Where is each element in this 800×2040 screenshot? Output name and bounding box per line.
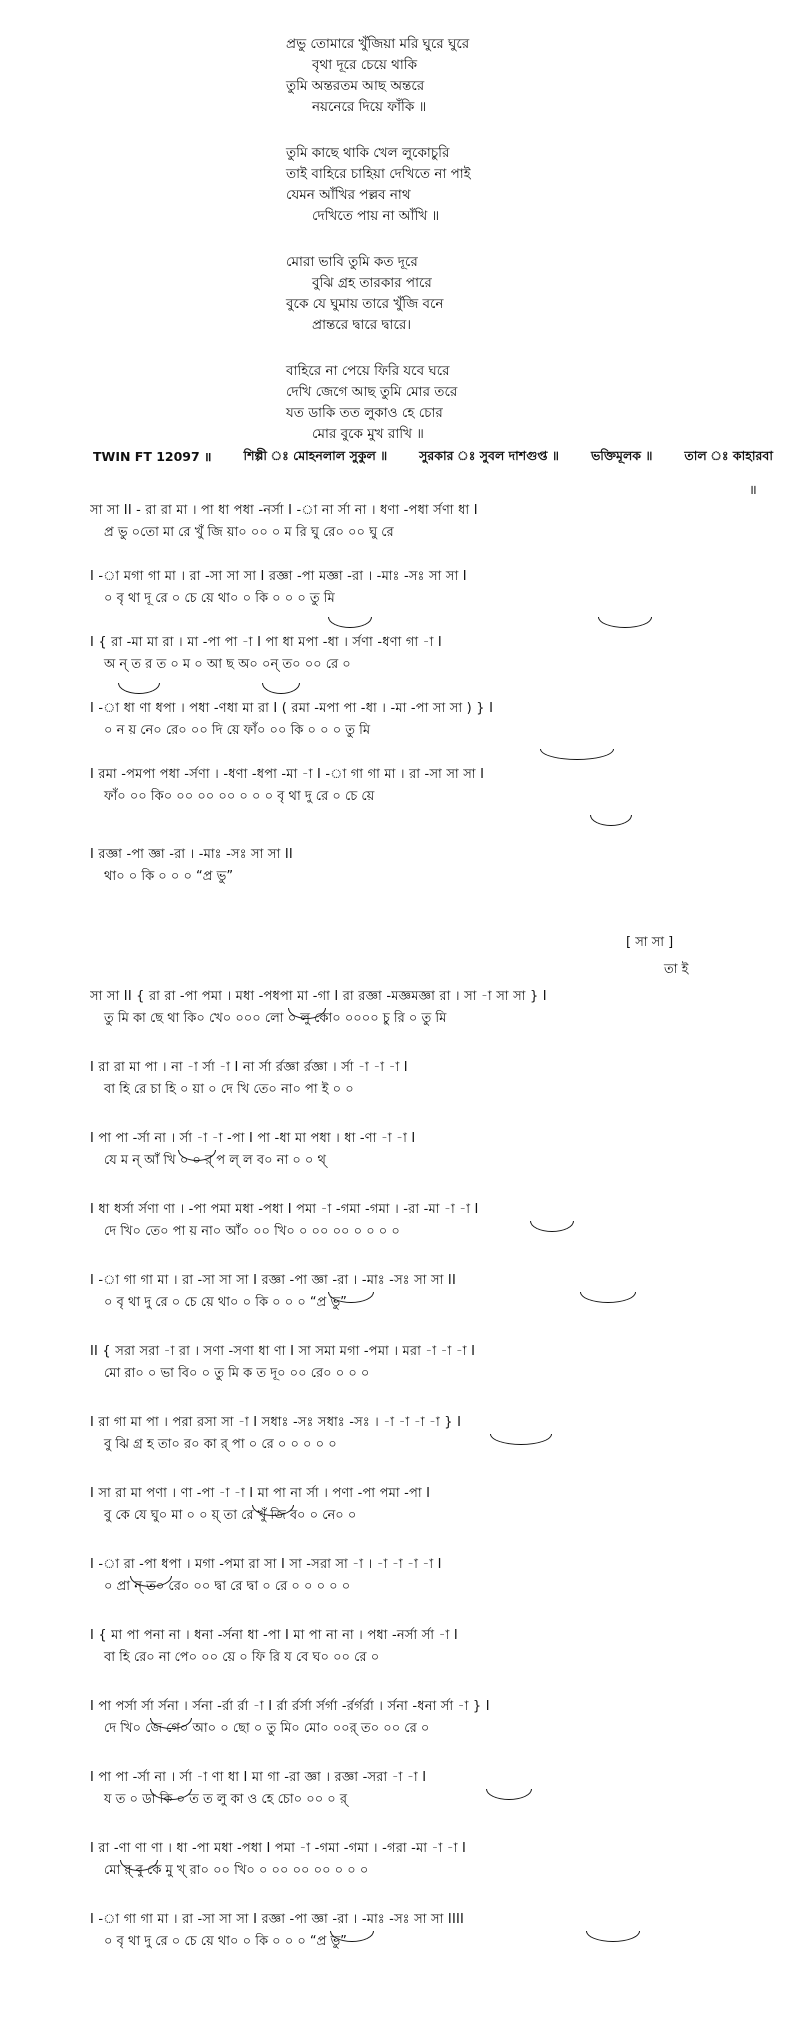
notation-line [90, 1696, 772, 1767]
notation-line [90, 1128, 772, 1199]
syllable-row: মো র্ বু কে মু খ্ রা০ ০০ খি০ ০ ০০ ০০ ০০ ০ ০ ০ [104, 1863, 369, 1878]
notation-line [90, 1199, 772, 1270]
swara-row: I রমা -পমপা পধা -র্সণা । -ধণা -ধপা -মা -া I -া গা গা মা । রা -সা সা সা I [90, 767, 485, 782]
syllable-row: অ ন্ ত র ত ০ ম ০ আ ছ অ০ ০ন্ ত০ ০০ রে ০ [104, 657, 351, 672]
notation-line [90, 844, 772, 910]
notation-line [90, 986, 772, 1057]
record-number: TWIN FT 12097 ॥ [93, 449, 212, 464]
composer-credit: সুরকার ঃ সুবল দাশগুপ্ত ॥ [419, 448, 559, 463]
syllable-row: দে খি০ তে০ পা য় না০ আঁ০ ০০ খি০ ০ ০০ ০০ ০ ০ ০ ০ [104, 1224, 400, 1239]
lyric-line: তুমি কাছে থাকি খেল লুকোচুরি [286, 145, 450, 161]
syllable-row: তু মি কা ছে থা কি০ খে০ ০০০ লো ০ লু কো০ ০০০০ চু রি ০ তু মি [104, 1011, 447, 1026]
song-lyrics [286, 34, 746, 470]
syllable-row: বু কে যে ঘু০ মা ০ ০ য়্ তা রে খুঁ জি ব০ ০ নে০ ০ [104, 1508, 357, 1523]
swara-row: II { সরা সরা -া রা । সণা -সণা ধা ণা I সা সমা মগা -পমা । মরা -া -া -া I [90, 1344, 476, 1359]
swara-row: I রা গা মা পা । পরা রসা সা -া I সধাঃ -সঃ সধাঃ -সঃ । -া -া -া -া } I [90, 1415, 462, 1430]
lyric-line: বুকে যে ঘুমায় তারে খুঁজি বনে [286, 296, 444, 312]
notation-block-2 [90, 986, 772, 1980]
swara-row: I { রা -মা মা রা । মা -পা পা -া I পা ধা মপা -ধা । র্সণা -ধণা গা -া I [90, 635, 442, 650]
song-header [93, 448, 773, 468]
syllable-row: প্র ভু ০তো মা রে খুঁ জি য়া০ ০০ ০ ম রি ঘু রে০ ০০ ঘু রে [104, 525, 394, 540]
syllable-row: মো রা০ ০ ভা বি০ ০ তু মি ক ত দূ০ ০০ রে০ ০ ০ ০ [104, 1366, 370, 1381]
lyric-line: দেখিতে পায় না আঁখি ॥ [312, 208, 440, 224]
syllable-row: ০ ন য় নে০ রে০ ০০ দি য়ে ফাঁ০ ০০ কি ০ ০ ০ তু মি [104, 723, 371, 738]
header-end-mark: ॥ [749, 483, 757, 498]
swara-row: I -া মগা গা মা । রা -সা সা সা I রজ্ঞা -পা মজ্ঞা -রা । -মাঃ -সঃ সা সা I [90, 569, 467, 584]
swara-row: I পা পা -র্সা না । র্সা -া ণা ধা I মা গা -রা জ্ঞা । রজ্ঞা -সরা -া -া I [90, 1770, 427, 1785]
stanza-4 [286, 361, 746, 445]
lyric-line: যত ডাকি তত লুকাও হে চোর [286, 405, 443, 421]
antara-start-lyrics: তা ই [664, 962, 689, 977]
syllable-row: ০ বৃ থা দু রে ০ চে য়ে থা০ ০ কি ০ ০ ০ “প্র ভু” [104, 1934, 347, 1949]
swara-row: I { মা পা পনা না । ধনা -র্সনা ধা -পা I মা পা না না । পধা -নর্সা র্সা -া I [90, 1628, 458, 1643]
syllable-row: বা হি রে০ না পে০ ০০ য়ে ০ ফি রি য বে ঘ০ ০০ রে ০ [104, 1650, 380, 1665]
notation-line [90, 1412, 772, 1483]
notation-line [90, 1554, 772, 1625]
lyric-line: দেখি জেগে আছ তুমি মোর তরে [286, 384, 458, 400]
stanza-2 [286, 143, 746, 227]
syllable-row: ফাঁ০ ০০ কি০ ০০ ০০ ০০ ০ ০ ০ বৃ থা দু রে ০ চে য়ে [104, 789, 375, 804]
swara-row: I -া রা -পা ধপা । মগা -পমা রা সা I সা -সরা সা -া । -া -া -া -া I [90, 1557, 442, 1572]
syllable-row: ০ প্রা ন্ ত০ রে০ ০০ দ্বা রে দ্বা ০ রে ০ ০ ০ ০ ০ [104, 1579, 351, 1594]
singer-credit: শিল্পী ঃ মোহনলাল সুকুল ॥ [243, 448, 388, 463]
swara-row: I -া ধা ণা ধপা । পধা -ণধা মা রা I ( রমা -মপা পা -ধা । -মা -পা সা সা ) } I [90, 701, 494, 716]
swara-row: I পা পর্সা র্সা র্সনা । র্সনা -র্রা র্রা -া I র্রা র্রর্সা র্সর্গা -র্রর্গর্রা । র্সনা -ধনা র্সা -া } I [90, 1699, 490, 1714]
syllable-row: বা হি রে চা হি ০ য়া ০ দে খি তে০ না০ পা ই ০ ০ [104, 1082, 354, 1097]
lyric-line: বুঝি গ্রহ তারকার পারে [312, 275, 432, 291]
notation-line [90, 632, 772, 698]
notation-line [90, 1838, 772, 1909]
notation-line [90, 1909, 772, 1980]
lyric-line: তুমি অন্তরতম আছ অন্তরে [286, 78, 425, 94]
syllable-row: য ত ০ ডা কি ০ ত ত লু কা ও হে চো০ ০০ ০ র্ [104, 1792, 348, 1807]
lyric-line: প্রান্তরে দ্বারে দ্বারে। [312, 317, 412, 333]
genre-label: ভক্তিমূলক ॥ [590, 448, 653, 463]
swara-row: I রা -ণা ণা ণা । ধা -পা মধা -পধা I পমা -া -গমা -গমা । -গরা -মা -া -া I [90, 1841, 467, 1856]
lyric-line: নয়নেরে দিয়ে ফাঁকি ॥ [312, 99, 427, 115]
syllable-row: থা০ ০ কি ০ ০ ০ “প্র ভু” [104, 869, 234, 884]
notation-line [90, 1270, 772, 1341]
stanza-1 [286, 34, 746, 118]
swara-row: I রজ্ঞা -পা জ্ঞা -রা । -মাঃ -সঃ সা সা II [90, 847, 293, 862]
notation-line [90, 764, 772, 844]
notation-line [90, 698, 772, 764]
swara-row: I রা রা মা পা । না -া র্সা -া I না র্সা র্রজ্ঞা র্রজ্ঞা । র্সা -া -া -া I [90, 1060, 408, 1075]
notation-line [90, 566, 772, 632]
syllable-row: দে খি০ জে গে০ আ০ ০ ছো ০ তু মি০ মো০ ০০র্ ত০ ০০ রে ০ [104, 1721, 430, 1736]
swara-row: I -া গা গা মা । রা -সা সা সা I রজ্ঞা -পা জ্ঞা -রা । -মাঃ -সঃ সা সা II [90, 1273, 456, 1288]
antara-start-notes: [ সা সা ] [626, 935, 674, 950]
notation-block-1 [90, 500, 772, 910]
swara-row: I -া গা গা মা । রা -সা সা সা I রজ্ঞা -পা জ্ঞা -রা । -মাঃ -সঃ সা সা IIII [90, 1912, 465, 1927]
stanza-3 [286, 252, 746, 336]
lyric-line: তাই বাহিরে চাহিয়া দেখিতে না পাই [286, 166, 471, 182]
notation-line [90, 1341, 772, 1412]
notation-line [90, 1057, 772, 1128]
lyric-line: বাহিরে না পেয়ে ফিরি যবে ঘরে [286, 363, 450, 379]
notation-line [90, 1625, 772, 1696]
lyric-line: বৃথা দূরে চেয়ে থাকি [312, 57, 418, 73]
syllable-row: যে ম ন্ আঁ খি ০ ০ র্ প ল্ ল ব০ না ০ ০ থ্ [104, 1153, 326, 1168]
notation-line [90, 500, 772, 566]
lyric-line: মোরা ভাবি তুমি কত দূরে [286, 254, 418, 270]
tala-label: তাল ঃ কাহারবা [684, 448, 773, 463]
notation-line [90, 1767, 772, 1838]
syllable-row: ০ বৃ থা দু রে ০ চে য়ে থা০ ০ কি ০ ০ ০ “প্র ভু” [104, 1295, 347, 1310]
lyric-line: যেমন আঁখির পল্লব নাথ [286, 187, 411, 203]
swara-row: সা সা II { রা রা -পা পমা । মধা -পধপা মা -গা I রা রজ্ঞা -মজ্ঞমজ্ঞা রা । সা -া সা সা } I [90, 989, 547, 1004]
lyric-line: মোর বুকে মুখ রাখি ॥ [312, 426, 424, 442]
notation-line [90, 1483, 772, 1554]
syllable-row: ০ বৃ থা দূ রে ০ চে য়ে থা০ ০ কি ০ ০ ০ তু মি [104, 591, 335, 606]
lyric-line: প্রভু তোমারে খুঁজিয়া মরি ঘুরে ঘুরে [286, 36, 470, 52]
swara-row: I সা রা মা পণা । ণা -পা -া -া I মা পা না র্সা । পণা -পা পমা -পা I [90, 1486, 431, 1501]
swara-row: I ধা ধর্সা র্সণা ণা । -পা পমা মধা -পধা I পমা -া -গমা -গমা । -রা -মা -া -া I [90, 1202, 479, 1217]
swara-row: সা সা II - রা রা মা । পা ধা পধা -নর্সা I -া না র্সা না । ধণা -পধা র্সণা ধা I [90, 503, 478, 518]
syllable-row: বু ঝি গ্র হ তা০ র০ কা র্ পা ০ রে ০ ০ ০ ০ ০ [104, 1437, 337, 1452]
swara-row: I পা পা -র্সা না । র্সা -া -া -পা I পা -ধা মা পধা । ধা -ণা -া -া I [90, 1131, 416, 1146]
